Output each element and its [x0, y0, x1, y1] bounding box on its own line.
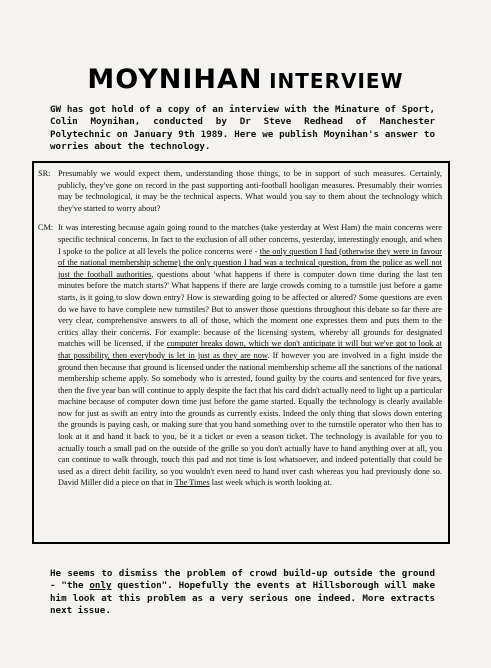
cm-text	[58, 222, 442, 489]
closing-text-part: question". Hopefully the events at Hillsborough will make him look at this problem as a very serious one indeed. More extracts next issue.	[50, 580, 435, 616]
sr-paragraph	[38, 168, 442, 214]
cm-underlined-part: the only question I had (otherwise they were in favour of the national membership scheme) the only question I had was a technical question, from the police as well not just the football authorities	[58, 246, 442, 279]
intro-paragraph: GW has got hold of a copy of an interview with the Minature of Sport, Colin Moynihan, conducted by Dr Steve Redhead of Manchester Polytechnic on January 9th 1989. Here we publish Moynihan's answer to worries about the technology.	[50, 104, 435, 152]
speaker-sr: SR:	[38, 169, 51, 178]
cm-text-part: It was interesting because again going round to the matches (take yesterday at West Ham) the main concerns were specific technical concerns. In fact to the exclusion of all other concerns, yesterday, interestingly enough, and when I spoke to the police at all levels the police concerns were -	[58, 223, 442, 256]
closing-paragraph	[50, 568, 435, 617]
closing-underlined-word: only	[89, 580, 112, 592]
title-sub: INTERVIEW	[269, 69, 404, 93]
newspaper-name: The Times	[174, 478, 210, 488]
cm-paragraph	[38, 222, 442, 489]
sr-text: Presumably we would expect them, understanding those things, to be in support of such measures. Certainly, publicly, they've gone on record in the past supporting anti-football hooligan measures. Presumably their worries may be technological, it may be the technical aspects. What would you say to them about the technology which they've started to worry about?	[58, 169, 442, 213]
cm-text-part: last week which is worth looking at.	[209, 478, 332, 488]
cm-text-part: . If however you are involved in a fight inside the ground then because that ground is licensed under the national membership scheme all the sanctions of the national membership scheme apply. So somebody who is arrested, found guilty by the courts and sentenced for five years, then the five year ban will continue to apply despite the fact that his card didn't actually need to light up a particular machine because of computer down time just before the game started. Equally the technology is clearly available now for just as swift an entry into the grounds as currently exists. Indeed the only thing that slows down entering the grounds is paying cash, or making sure that you hand something over to the turnstile operator who then has to look at it and hand it back to you, be it a ticket or even a season ticket. The technology is available for you to actually touch a small pad on the outside of the grille so you don't actually have to hand anything over at all, you can continue to walk through, touch this pad and not time is lost whatsoever, and indeed potentially that could be used as a direct debit facility, so you wouldn't even need to hand over cash whereas you had previously done so. David Miller did a piece on that in	[58, 350, 443, 488]
cm-text-part: , questions about 'what happens if there is computer down time during the last ten minutes before the match starts?' What happens if there are large crowds coming to a turnstile just before a game starts, is it going to slow down entry? How is stewarding going to be affected or altered? Some questions are even do we have to have complete new turnstiles? But to answer those questions throughout this debate so far there are very clear, comprehensive answers to all of those, which the moment one expresses them and puts them to the critics allay their concerns. For example: because of the licensing system, whereby all grounds for designated matches will be licensed, if the	[58, 269, 442, 349]
interview-box	[32, 161, 450, 544]
title-main: MOYNIHAN	[87, 64, 263, 95]
speaker-cm: CM:	[38, 223, 54, 233]
page-title	[0, 64, 491, 95]
cm-underlined-part: computer breaks down, which we don't anticipate it will but we've got to look at that possibility, then everybody is let in just as they are now	[58, 339, 442, 360]
closing-text-part: He seems to dismiss the problem of crowd build-up outside the ground - "the	[50, 568, 435, 592]
